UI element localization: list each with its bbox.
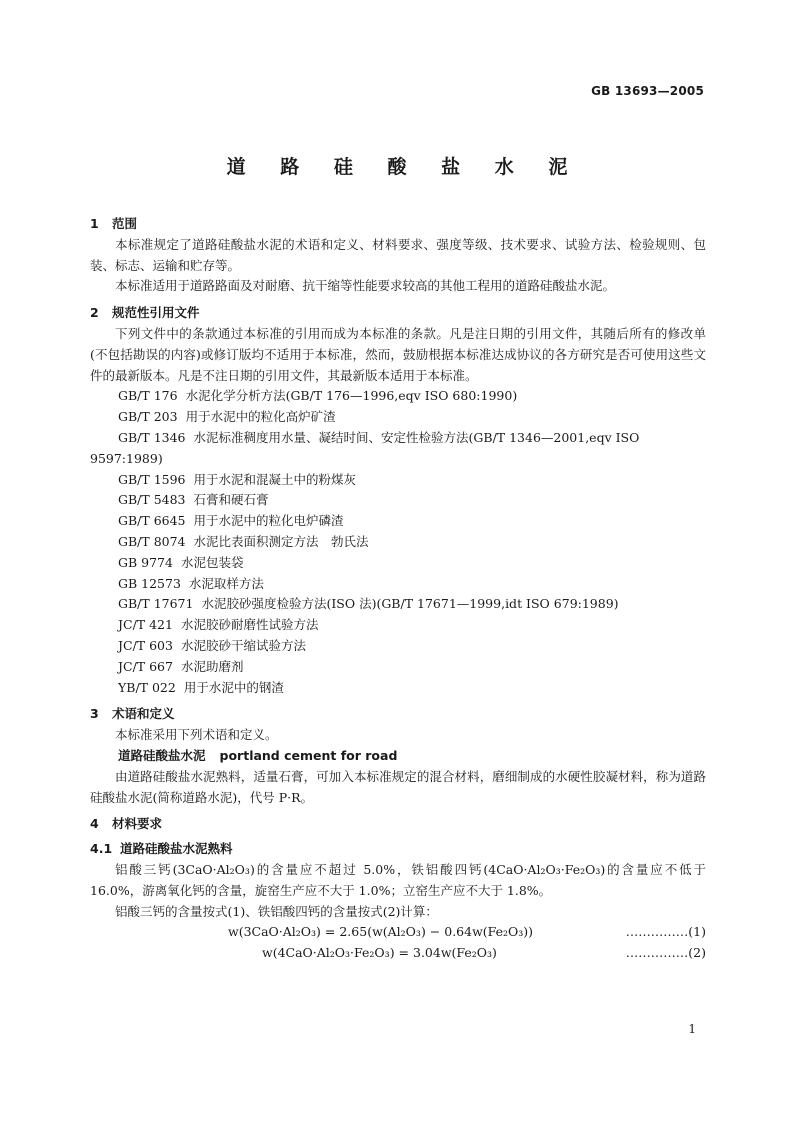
equation-2	[90, 943, 706, 964]
reference-item	[90, 636, 706, 657]
reference-item	[90, 386, 706, 407]
reference-item	[90, 511, 706, 532]
standard-number: GB 13693—2005	[591, 84, 704, 98]
reference-code: JC/T 603	[118, 637, 173, 653]
reference-item	[90, 657, 706, 678]
scope-paragraph-2: 本标准适用于道路路面及对耐磨、抗干缩等性能要求较高的其他工程用的道路硅酸盐水泥。	[115, 278, 616, 294]
reference-title: 用于水泥和混凝土中的粉煤灰	[193, 471, 357, 487]
subsection-number: 4.1	[90, 841, 113, 857]
reference-title: 水泥助磨剂	[180, 658, 244, 674]
reference-item	[90, 428, 706, 470]
equation-1	[90, 922, 706, 943]
reference-code: GB/T 1596	[118, 471, 186, 487]
section-title: 材料要求	[112, 816, 163, 832]
reference-item	[90, 594, 706, 615]
reference-code: GB/T 203	[118, 409, 178, 425]
reference-title: 用于水泥中的钢渣	[183, 679, 284, 695]
section-number: 4	[90, 816, 99, 832]
section-heading-normative-references	[90, 303, 706, 324]
references-intro: 下列文件中的条款通过本标准的引用而成为本标准的条款。凡是注日期的引用文件，其随后所有的修改单(不包括勘误的内容)或修订版均不适用于本标准，然而，鼓励根据本标准达成协议的各方研究是否可使用这些文件的最新版本。凡是不注日期的引用文件，其最新版本适用于本标准。	[90, 325, 706, 383]
subsection-heading-clinker	[90, 839, 706, 860]
section-title: 术语和定义	[112, 706, 175, 722]
reference-code: GB/T 176	[118, 388, 178, 404]
section-number: 1	[90, 216, 99, 231]
equation-1-formula: w(3CaO·Al₂O₃) = 2.65(w(Al₂O₃) − 0.64w(Fe₂O₃))	[228, 924, 534, 940]
term-chinese: 道路硅酸盐水泥	[118, 747, 206, 763]
subsection-title: 道路硅酸盐水泥熟料	[120, 841, 233, 857]
reference-title: 用于水泥中的粒化高炉矿渣	[185, 409, 336, 425]
reference-title: 水泥胶砂强度检验方法(ISO 法)(GB/T 17671—1999,idt ISO 679:1989)	[201, 596, 619, 612]
section-heading-material-requirements	[90, 814, 706, 835]
reference-code: GB/T 17671	[118, 596, 194, 612]
reference-code: GB/T 5483	[118, 492, 186, 508]
document-title: 道 路 硅 酸 盐 水 泥	[226, 156, 582, 178]
term-entry	[90, 746, 706, 767]
reference-code: GB/T 8074	[118, 533, 186, 549]
reference-item	[90, 490, 706, 511]
reference-title: 石膏和硬石膏	[193, 492, 269, 508]
document-body	[90, 214, 706, 964]
reference-item	[90, 574, 706, 595]
reference-title: 水泥胶砂干缩试验方法	[180, 637, 306, 653]
reference-title: 水泥化学分析方法(GB/T 176—1996,eqv ISO 680:1990)	[185, 388, 518, 404]
equation-2-number: ……………(2)	[625, 945, 706, 961]
reference-title: 水泥包装袋	[180, 554, 244, 570]
reference-code: JC/T 421	[118, 617, 173, 633]
clinker-requirements-paragraph: 铝酸三钙(3CaO·Al₂O₃)的含量应不超过 5.0%，铁铝酸四钙(4CaO·Al₂O₃·Fe₂O₃)的含量应不低于 16.0%，游离氧化钙的含量，旋窑生产应不大于 1.0%；立窑生产应不大于 1.8%。	[90, 861, 706, 898]
reference-title: 水泥取样方法	[188, 575, 264, 591]
section-title: 范围	[112, 216, 138, 231]
reference-item	[90, 470, 706, 491]
scope-paragraph-1: 本标准规定了道路硅酸盐水泥的术语和定义、材料要求、强度等级、技术要求、试验方法、检验规则、包装、标志、运输和贮存等。	[90, 236, 706, 273]
reference-code: GB/T 1346	[118, 429, 186, 445]
reference-title: 水泥标准稠度用水量、凝结时间、安定性检验方法(GB/T 1346—2001,eqv ISO 9597:1989)	[90, 429, 640, 466]
term-english: portland cement for road	[219, 747, 398, 763]
terms-intro: 本标准采用下列术语和定义。	[115, 727, 278, 743]
reference-item	[90, 553, 706, 574]
term-definition: 由道路硅酸盐水泥熟料，适量石膏，可加入本标准规定的混合材料，磨细制成的水硬性胶凝材料，称为道路硅酸盐水泥(简称道路水泥)，代号 P·R。	[90, 768, 706, 805]
reference-title: 用于水泥中的粒化电炉磷渣	[193, 513, 344, 529]
reference-item	[90, 678, 706, 699]
reference-item	[90, 532, 706, 553]
reference-code: JC/T 667	[118, 658, 173, 674]
equation-1-number: ……………(1)	[625, 924, 706, 940]
formula-intro: 铝酸三钙的含量按式(1)、铁铝酸四钙的含量按式(2)计算：	[115, 903, 438, 919]
section-heading-scope	[90, 214, 706, 235]
equation-2-formula: w(4CaO·Al₂O₃·Fe₂O₃) = 3.04w(Fe₂O₃)	[262, 945, 497, 961]
section-heading-terms	[90, 704, 706, 725]
section-number: 2	[90, 305, 99, 321]
reference-code: GB 9774	[118, 554, 173, 570]
reference-code: GB/T 6645	[118, 513, 186, 529]
section-number: 3	[90, 706, 99, 722]
reference-code: GB 12573	[118, 575, 181, 591]
reference-title: 水泥比表面积测定方法 勃氏法	[193, 533, 369, 549]
reference-item	[90, 407, 706, 428]
section-title: 规范性引用文件	[112, 305, 200, 321]
reference-title: 水泥胶砂耐磨性试验方法	[180, 617, 319, 633]
page-number: 1	[688, 1022, 696, 1036]
reference-code: YB/T 022	[118, 679, 176, 695]
reference-item	[90, 615, 706, 636]
